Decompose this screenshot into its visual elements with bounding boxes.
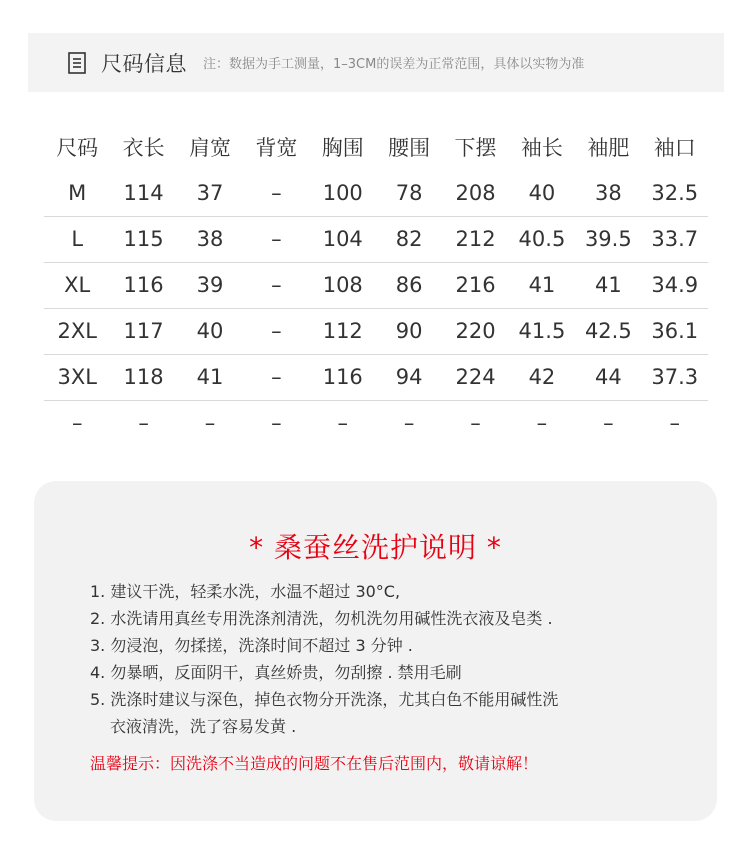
table-row xyxy=(44,262,708,308)
table-cell: 112 xyxy=(310,308,376,354)
table-cell: – xyxy=(337,411,348,436)
column-header: 尺码 xyxy=(56,136,99,160)
table-cell: 104 xyxy=(310,216,376,262)
table-cell: – xyxy=(243,308,309,354)
table-cell: 220 xyxy=(442,308,508,354)
table-cell: 40 xyxy=(177,308,243,354)
table-cell: – xyxy=(243,354,309,400)
table-cell: 39.5 xyxy=(575,216,641,262)
table-cell: 36.1 xyxy=(642,308,708,354)
table-cell: 41 xyxy=(177,354,243,400)
column-header: 腰围 xyxy=(388,136,431,160)
care-list xyxy=(90,578,690,740)
table-header-row xyxy=(44,124,708,170)
table-cell: 118 xyxy=(110,354,176,400)
table-cell: 115 xyxy=(110,216,176,262)
table-cell: – xyxy=(536,411,548,436)
table-cell: – xyxy=(138,411,149,436)
table-cell: – xyxy=(71,411,83,436)
table-cell: – xyxy=(271,411,282,436)
table-cell: – xyxy=(470,411,481,436)
column-header: 袖肥 xyxy=(587,136,630,160)
table-cell: L xyxy=(44,216,110,262)
table-row xyxy=(44,170,708,216)
table-cell: 224 xyxy=(442,354,508,400)
column-header: 袖口 xyxy=(653,136,696,160)
table-cell: M xyxy=(44,170,110,216)
table-cell: – xyxy=(243,262,309,308)
table-cell: 212 xyxy=(442,216,508,262)
care-warning: 温馨提示：因洗涤不当造成的问题不在售后范围内，敬请谅解！ xyxy=(90,754,539,773)
table-row xyxy=(44,216,708,262)
column-header: 肩宽 xyxy=(188,136,231,160)
column-header: 下摆 xyxy=(454,136,497,160)
care-instructions-panel xyxy=(34,481,717,821)
table-cell: 116 xyxy=(110,262,176,308)
table-cell: 94 xyxy=(376,354,442,400)
table-cell: 3XL xyxy=(44,354,110,400)
table-cell: 41.5 xyxy=(509,308,575,354)
table-cell: 37 xyxy=(177,170,243,216)
table-cell: 116 xyxy=(310,354,376,400)
table-cell: 216 xyxy=(442,262,508,308)
table-cell: 42 xyxy=(509,354,575,400)
table-cell: 41 xyxy=(575,262,641,308)
care-title: * 桑蚕丝洗护说明 * xyxy=(249,531,502,564)
table-cell: 90 xyxy=(376,308,442,354)
table-cell: 33.7 xyxy=(642,216,708,262)
care-item: 2. 水洗请用真丝专用洗涤剂清洗，勿机洗勿用碱性洗衣液及皂类 . xyxy=(90,609,553,628)
table-cell: 40 xyxy=(509,170,575,216)
table-cell: 41 xyxy=(509,262,575,308)
care-item-continuation: 衣液清洗，洗了容易发黄 . xyxy=(110,717,297,736)
table-cell: – xyxy=(204,411,216,436)
page-title: 尺码信息 xyxy=(101,51,187,76)
table-cell: 38 xyxy=(177,216,243,262)
table-cell: 39 xyxy=(177,262,243,308)
column-header: 胸围 xyxy=(321,136,364,160)
table-cell: 86 xyxy=(376,262,442,308)
table-cell: 117 xyxy=(110,308,176,354)
table-cell: 40.5 xyxy=(509,216,575,262)
table-cell: 208 xyxy=(442,170,508,216)
table-cell: 100 xyxy=(310,170,376,216)
size-table xyxy=(44,124,708,446)
table-cell: 42.5 xyxy=(575,308,641,354)
table-cell: 37.3 xyxy=(642,354,708,400)
document-list-icon xyxy=(68,52,86,74)
care-item: 1. 建议干洗，轻柔水洗，水温不超过 30°C, xyxy=(90,582,401,601)
table-cell: 82 xyxy=(376,216,442,262)
table-cell: 108 xyxy=(310,262,376,308)
table-cell: 78 xyxy=(376,170,442,216)
table-row xyxy=(44,308,708,354)
table-cell: 38 xyxy=(575,170,641,216)
table-cell: – xyxy=(669,411,680,436)
table-row xyxy=(44,354,708,400)
table-cell: 34.9 xyxy=(642,262,708,308)
column-header: 衣长 xyxy=(122,136,165,160)
table-row xyxy=(44,400,708,446)
column-header: 背宽 xyxy=(255,136,298,160)
table-cell: 114 xyxy=(110,170,176,216)
table-cell: XL xyxy=(44,262,110,308)
size-info-header xyxy=(28,33,724,92)
column-header: 袖长 xyxy=(520,136,563,160)
table-cell: 44 xyxy=(575,354,641,400)
care-item: 5. 洗涤时建议与深色，掉色衣物分开洗涤，尤其白色不能用碱性洗 xyxy=(90,690,559,709)
table-cell: – xyxy=(603,411,614,436)
table-cell: 32.5 xyxy=(642,170,708,216)
measurement-note: 注：数据为手工测量，1–3CM的误差为正常范围，具体以实物为准 xyxy=(203,57,585,72)
table-cell: – xyxy=(403,411,415,436)
table-cell: 2XL xyxy=(44,308,110,354)
table-cell: – xyxy=(243,216,309,262)
care-item: 4. 勿暴晒，反面阴干，真丝娇贵，勿刮擦 . 禁用毛刷 xyxy=(90,663,462,682)
care-item: 3. 勿浸泡，勿揉搓，洗涤时间不超过 3 分钟 . xyxy=(90,636,413,655)
table-cell: – xyxy=(243,170,309,216)
